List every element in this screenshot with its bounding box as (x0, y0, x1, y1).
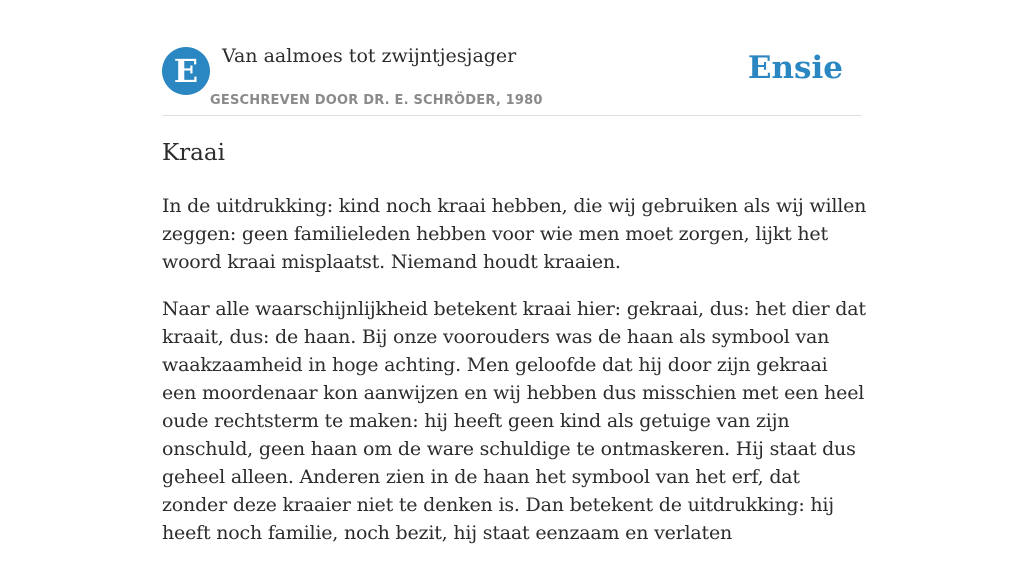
paragraph: Naar alle waarschijnlijkheid betekent kraai hier: gekraai, dus: het dier dat kraait, dus: de haan. Bij onze voorouders was de haan als symbool van waakzaamheid in hoge achting. Men geloofde dat hij door zijn gekraai een moordenaar kon aanwijzen en wij hebben dus misschien met een heel oude rechtsterm te maken: hij heeft geen kind als getuige van zijn onschuld, geen haan om de ware schuldige te ontmaskeren. Hij staat dus geheel alleen. Anderen zien in de haan het symbool van het erf, dat zonder deze kraaier niet te denken is. Dan betekent de uitdrukking: hij heeft noch familie, noch bezit, hij staat eenzaam en verlaten (162, 298, 866, 544)
paragraph: In de uitdrukking: kind noch kraai hebben, die wij gebruiken als wij willen zeggen: geen familieleden hebben voor wie men moet zorgen, lijkt het woord kraai misplaatst. Niemand houdt kraaien. (162, 195, 867, 273)
ensie-logo-icon[interactable]: E (162, 47, 210, 95)
author-line: GESCHREVEN DOOR DR. E. SCHRÖDER, 1980 (210, 93, 543, 108)
brand-logo[interactable]: Ensie (747, 50, 843, 86)
entry-body (162, 192, 867, 566)
header (162, 0, 862, 116)
book-title-link[interactable]: Van aalmoes tot zwijntjesjager (222, 45, 517, 67)
entry-title: Kraai (162, 140, 225, 166)
